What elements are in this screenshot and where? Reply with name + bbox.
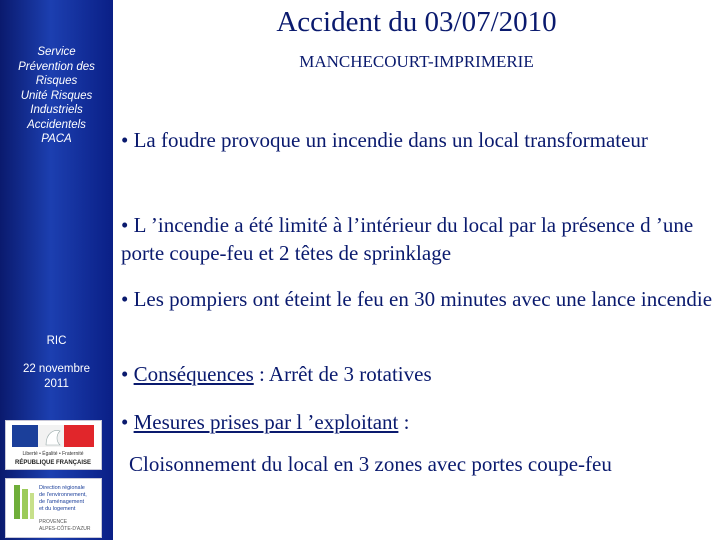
organization-label: Service Prévention des Risques Unité Risques Industriels Accidentels PACA: [18, 46, 95, 145]
sidebar: [0, 0, 113, 540]
logo2-line-6: ALPES-CÔTE-D'AZUR: [39, 526, 91, 532]
logo2-line-1: Direction régionale: [39, 485, 85, 491]
logo2-line-5: PROVENCE: [39, 519, 68, 525]
logo2-line-4: et du logement: [39, 506, 76, 512]
ric-label: RIC: [46, 335, 67, 347]
bullet-marker: •: [121, 362, 134, 386]
bullet-firefighters: • Les pompiers ont éteint le feu en 30 minutes avec une lance incendie: [121, 287, 713, 311]
logo-motto: Liberté • Égalité • Fraternité: [22, 451, 84, 457]
logo2-line-2: de l'environnement,: [39, 492, 87, 498]
bullet-cause: • La foudre provoque un incendie dans un local transformateur: [121, 128, 648, 152]
bullet-containment: • L ’incendie a été limité à l’intérieur du local par la présence d ’une porte coupe-feu et 2 têtes de sprinklage: [121, 213, 694, 265]
date-label: 22 novembre 2011: [22, 363, 91, 390]
slide-title: Accident du 03/07/2010: [276, 6, 557, 38]
measures-label: Mesures prises par l ’exploitant: [133, 410, 399, 434]
slide-subtitle: MANCHECOURT-IMPRIMERIE: [299, 52, 534, 71]
logo-republic-text: RÉPUBLIQUE FRANÇAISE: [14, 460, 92, 466]
measures-detail: Cloisonnement du local en 3 zones avec portes coupe-feu: [129, 452, 612, 476]
bullet-measures: [121, 408, 717, 436]
consequences-label: Conséquences: [133, 362, 254, 386]
dreal-paca-logo: [5, 478, 102, 538]
consequences-text: : Arrêt de 3 rotatives: [253, 362, 432, 386]
logo2-line-3: de l'aménagement: [39, 499, 85, 505]
republique-francaise-logo: [5, 420, 102, 470]
measures-colon: :: [398, 410, 410, 434]
bullet-consequences: [121, 360, 717, 388]
bullet-marker: •: [121, 410, 134, 434]
